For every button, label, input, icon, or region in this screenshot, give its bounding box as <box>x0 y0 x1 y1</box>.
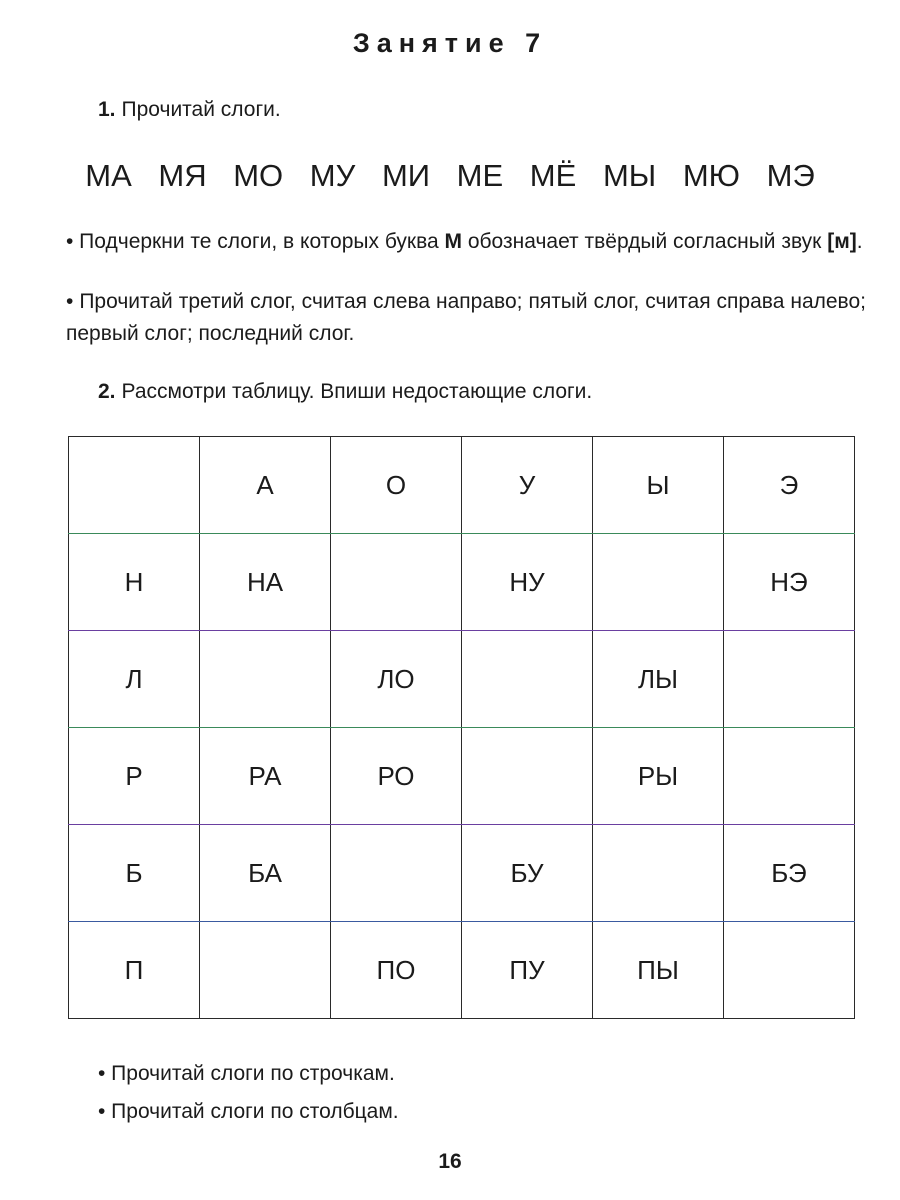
table-cell <box>69 437 200 534</box>
task1-instruction-underline: • Подчеркни те слоги, в которых буква М обозначает твёрдый согласный звук [м]. <box>66 230 863 253</box>
syllable[interactable]: МО <box>233 158 284 193</box>
syllable[interactable]: МЕ <box>456 158 504 193</box>
task1-instruction-read: • Прочитай третий слог, считая слева направо; пятый слог, считая справа налево; первый слог; последний слог. <box>66 290 866 345</box>
task2-heading <box>98 380 592 404</box>
syllable[interactable]: МЭ <box>766 158 815 193</box>
task1-heading-text: Прочитай слоги. <box>121 98 281 121</box>
table-row-header: Б <box>69 825 200 922</box>
table-cell: ЛЫ <box>593 631 724 728</box>
page-number: 16 <box>438 1150 462 1173</box>
table-cell-blank[interactable] <box>462 631 593 728</box>
table-cell-blank[interactable] <box>331 825 462 922</box>
syllable[interactable]: МУ <box>309 158 356 193</box>
task2-instruction-columns: • Прочитай слоги по столбцам. <box>98 1100 399 1123</box>
syllable-row <box>0 158 900 194</box>
syllable[interactable]: МЁ <box>529 158 577 193</box>
table-cell-blank[interactable] <box>331 534 462 631</box>
table-row-header: Н <box>69 534 200 631</box>
table-row-header: П <box>69 922 200 1019</box>
task2-number: 2. <box>98 380 116 403</box>
table-row <box>69 922 855 1019</box>
table-cell: ПО <box>331 922 462 1019</box>
table-cell-blank[interactable] <box>462 728 593 825</box>
table-cell: НЭ <box>724 534 855 631</box>
table-header-cell: О <box>331 437 462 534</box>
lesson-title: Занятие 7 <box>352 28 548 58</box>
table-cell-blank[interactable] <box>593 825 724 922</box>
table-row <box>69 534 855 631</box>
table-cell: ЛО <box>331 631 462 728</box>
table-cell: НА <box>200 534 331 631</box>
syllable[interactable]: МИ <box>381 158 431 193</box>
table-cell: РО <box>331 728 462 825</box>
table-cell: ПУ <box>462 922 593 1019</box>
table-row-header: Л <box>69 631 200 728</box>
table-cell-blank[interactable] <box>724 631 855 728</box>
table-cell-blank[interactable] <box>593 534 724 631</box>
table-header-cell: Ы <box>593 437 724 534</box>
syllable[interactable]: МЫ <box>602 158 657 193</box>
table-cell: БЭ <box>724 825 855 922</box>
table-cell: БУ <box>462 825 593 922</box>
table-cell: БА <box>200 825 331 922</box>
table-header-cell: Э <box>724 437 855 534</box>
table-row <box>69 825 855 922</box>
table-header-row <box>69 437 855 534</box>
task1-heading <box>98 98 281 122</box>
table-cell-blank[interactable] <box>200 922 331 1019</box>
syllable-table <box>68 436 855 1019</box>
syllable[interactable]: МЮ <box>682 158 740 193</box>
table-row <box>69 631 855 728</box>
table-header-cell: А <box>200 437 331 534</box>
table-row <box>69 728 855 825</box>
table-cell-blank[interactable] <box>200 631 331 728</box>
table-row-header: Р <box>69 728 200 825</box>
table-cell: РЫ <box>593 728 724 825</box>
table-cell: НУ <box>462 534 593 631</box>
table-cell-blank[interactable] <box>724 922 855 1019</box>
task2-heading-text: Рассмотри таблицу. Впиши недостающие слоги. <box>121 380 593 403</box>
syllable[interactable]: МЯ <box>158 158 207 193</box>
syllable[interactable]: МА <box>85 158 132 193</box>
table-cell: РА <box>200 728 331 825</box>
task2-instruction-rows: • Прочитай слоги по строчкам. <box>98 1062 395 1085</box>
table-cell-blank[interactable] <box>724 728 855 825</box>
table-cell: ПЫ <box>593 922 724 1019</box>
table-header-cell: У <box>462 437 593 534</box>
task1-number: 1. <box>98 98 116 121</box>
